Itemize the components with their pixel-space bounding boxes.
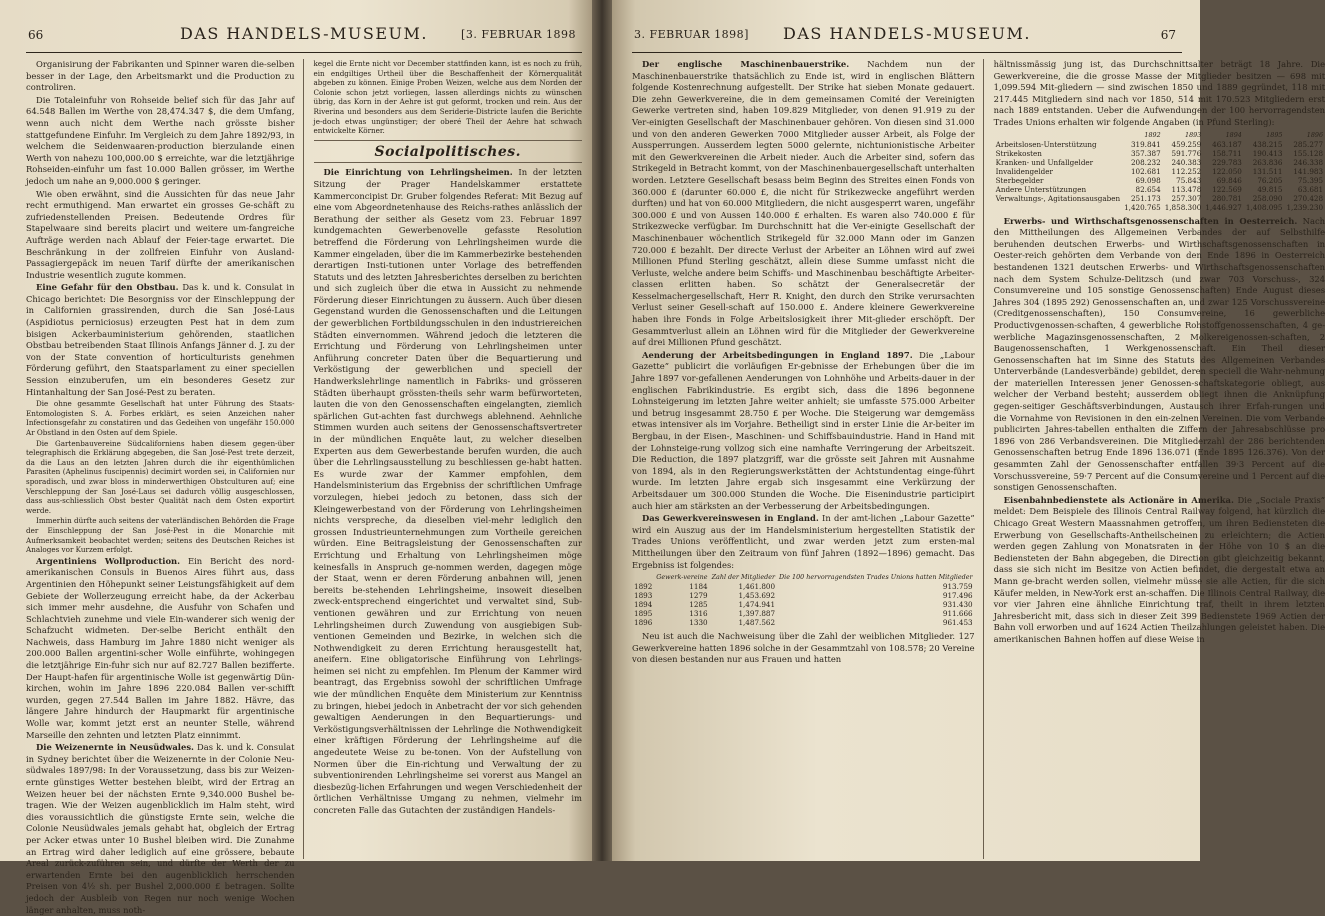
article-paragraph (632, 350, 975, 512)
article-heading: Argentiniens Wollproduction. (36, 555, 181, 566)
table-row (994, 149, 1325, 158)
table-cell: Arbeitslosen-Unterstützung (995, 139, 1097, 149)
table-cell: 69.098 (1135, 175, 1161, 185)
trades-union-table (632, 573, 975, 627)
table-cell (994, 203, 1122, 212)
article-paragraph (314, 167, 583, 816)
table-header-cell (994, 131, 1122, 140)
table-row (632, 600, 975, 609)
table-cell: 591.776 (1171, 148, 1202, 158)
article-text: Nach den Mittheilungen des Allgemeinen Verbandes der auf Selbsthilfe beruhenden deutschen Erwerbs- und Wirthschaftsgenossenschaften in Oester-reich gehörten dem Verbande von den Ende 1896 in Oesterreich bestandenen 1321 deutschen Erwerbs- und Wirthschaftsgenossenschaften nach dem System Schulze-Delitzsch (und zwar 703 Vorschuss-, 324 Consumvereine und 105 sonstige Genossenschaften) Ende August dieses Jahres 304 (1895 292) Genossenschaften an, und zwar 125 Vorschussvereine (Creditgenossenschaften), 150 Consumvereine, 16 gewerbliche Productivgenossen-schaften, 4 gewerbliche Rohstoffgenossenschaften, 4 ge-werbliche Magazinsgenossenschaften, 2 Molkereigenossen-schaften, 2 Baugenossenschaften, 1 Werkgenossenschaft. Ein Theil dieser Genossenschaften hat im Sinne des Statuts des Allgemeinen Verbandes Unterverbände (Landesverbände) gebildet, deren speciell die Wahr-nehmung der materiellen Interessen jener Genossen-schaftskategorie obliegt, aus welcher der Verband besteht; ausserdem obliegt ihnen die Anknüpfung gegen-seitiger Geschäftsverbindungen, Austausch ihrer Erfah-rungen und die Vornahme von Revisionen in den ein-zelnen Vereinen. Die vom Verbande publicirten Jahres-tabellen enthalten die Ziffern der Jahresabschlüsse pro 1896 von 286 Verbandsvereinen. Die Mitgliederzahl der 286 berichtenden Genossenschaften betrug Ende 1896 136.071 (Ende 1895 126.376). Von der gesammten Zahl der Genossenschafter entfallen 39·3 Percent auf die Vorschussvereine, 59·7 Percent auf die Consumvereine und 1 Percent auf die sonstigen Genossenschaften. (993, 215, 1325, 493)
article-heading: Die Weizenernte in Neusüdwales. (36, 742, 194, 753)
table-cell: Strikekosten (995, 148, 1042, 158)
table-cell: 913.759 (942, 582, 973, 592)
table-cell: 463.187 (1212, 139, 1242, 149)
table-header-cell: Die 100 hervorragendsten Trades Unions hatten Mitglieder (779, 573, 973, 582)
table-cell: Sterbegelder (995, 175, 1044, 185)
table-header-cell (632, 573, 654, 582)
table-cell: 141.983 (1293, 166, 1324, 176)
column-right (994, 59, 1325, 859)
table-cell: 1285 (689, 600, 708, 610)
table-header-cell: 1893 (1185, 130, 1202, 139)
table-header-row (632, 573, 975, 582)
table-cell: Kranken- und Unfallgelder (995, 157, 1094, 167)
table-cell: 931.430 (942, 600, 973, 610)
table-cell: 280.781 (1212, 193, 1242, 203)
table-cell: 1895 (634, 609, 653, 619)
article-heading: Erwerbs- und Wirthschaftsgenossenschaften in Oesterreich. (1003, 215, 1298, 226)
table-row (994, 185, 1325, 194)
article-heading: Das Gewerkvereinswesen in England. (642, 513, 819, 524)
table-header-cell: 1894 (1225, 130, 1242, 139)
table-cell: 1,474.941 (738, 600, 776, 610)
table-cell: 1279 (689, 591, 708, 601)
columns (632, 59, 1325, 859)
table-header-cell: 1895 (1266, 130, 1283, 139)
table-cell: 1892 (634, 582, 653, 592)
table-cell: Verwaltungs-, Agitationsausgaben (995, 193, 1121, 203)
table-cell: 1,446.927 (1205, 202, 1242, 212)
article-paragraph: Immerhin dürfte auch seitens der vaterländischen Behörden die Frage der Einschleppung der San José-Pest in die Monarchie mit Aufmerksamkeit beobachtet werden; seitens des Deutschen Reiches ist Analoges vor Kurzem erfolgt. (26, 516, 295, 555)
article-body (994, 216, 1325, 646)
article-body (632, 59, 975, 571)
article-heading: Eisenbahnbedienstete als Actionäre in Amerika. (1003, 494, 1234, 505)
table-cell: Andere Unterstützungen (995, 184, 1087, 194)
journal-title: DAS HANDELS-MUSEUM. (783, 24, 1031, 43)
table-cell: 438.215 (1252, 139, 1283, 149)
table-cell: 122.569 (1212, 184, 1242, 194)
article-heading: Aenderung der Arbeitsbedingungen in England 1897. (642, 349, 913, 360)
table-row (632, 609, 975, 618)
article-paragraph: Organisirung der Fabrikanten und Spinner waren die-selben besser in der Lage, den Arbeitsmarkt und die Production zu controliren. (26, 59, 295, 93)
table-cell: 69.846 (1216, 175, 1242, 185)
table-cell: 240.383 (1171, 157, 1202, 167)
continued-paragraph: kegel die Ernte nicht vor December stattfinden kann, ist es noch zu früh, ein endgiltiges Urtheil über die Beschaffenheit der Körnerqualität abgeben zu können. Einige Proben Weizen, welche aus dem Norden der Colonie schon jetzt vorliegen, lassen allerdings nichts zu wünschen übrig, das Korn in der Aehre ist gut geformt, trocken und rein. Aus der Riverina und besonders aus dem Seriderie-Districte laufen die Berichte je-doch etwas ungünstiger; der oberé Theil der Aehre hat schwach entwickelte Körner. (313, 59, 582, 136)
table-row (994, 194, 1325, 203)
article-text: Ein Bericht des nord-amerikanischen Consuls in Buenos Aires führt aus, dass Argentinien den Höhepunkt seiner Leistungsfähigkeit auf dem Gebiete der Wollerzeugung erreicht habe, da der Ackerbau sich immer mehr ausdehne, die Ausfuhr von Schafen und Schlachtvieh zunehme und viele Ein-wanderer sich wenig der Schafzucht widmeten. Der-selbe Bericht enthält den Nachweis, dass Hamburg im Jahre 1880 nicht weniger als 200.000 Ballen argentini-scher Wolle einführte, wohingegen die letztjährige Ein-fuhr sich nur auf 82.727 Ballen bezifferte. Der Haupt-hafen für argentinische Wolle ist gegenwärtig Dün-kirchen, wohin im Jahre 1896 220.084 Ballen ver-schifft wurden, gegen 27.544 Ballen im Jahre 1882. Hävre, das längere Jahre hindurch der Haupmarkt für argentinische Wolle war, kommt jetzt erst an neunter Stelle, während Marseille den zehnten und letzten Platz einnimmt. (26, 555, 295, 740)
article-text: Nachdem nun der Maschinenbauerstrike thatsächlich zu Ende ist, wird in englischen Blättern folgende Kostenrechnung aufgestellt. Der Strike hat sieben Monate gedauert. Die zehn Gewerkvereine, die in dem gemeinsamen Comité der Vereinigten Gewerke vertreten sind, haben 109.829 Mitglieder, von denen 91.919 zu der Ver-einigten Gesellschaft der Maschinenbauer gehören. Von diesen sind 31.000 und von den anderen Gewerken 7000 Mitglieder ausser Arbeit, als Folge der Aussperrungen. Ausserdem legten 5000 gelernte, nichtunionistische Arbeiter mit den Gewerkvereinen die Arbeit nieder. Auch die Arbeiter sind, sofern das Strikegeld in Betracht kommt, von der Maschinenbauergesellschaft unterhalten worden. Letztere Gesellschaft besass beim Beginn des Streites einen Fonds von 360.000 £ (darunter 60.000 £, die nicht für Strikezwecke angeführt werden durften) und hat von 60.000 Mitgliedern, die nicht ausgesperrt waren, ungefähr 300.000 £ und von Aussen 140.000 £ erhalten. Es waren also 740.000 £ für Strikezwecke verfügbar. Im Durchschnitt hat die Ver-einigte Gesellschaft der Maschinenbauer wöchentlich Strikegeld für 32.000 Mann oder im Ganzen 720.000 £ bezahlt. Der directe Verlust der Arbeiter an Löhnen wird auf zwei Millionen Pfund Sterling geschätzt, allein diese Summe umfasst nicht die Verluste, welche andere beim Schiffs- und Maschinenbau beschäftigte Arbeiter-classen erlitten haben. So schätzt der Generalsecretär der Kesselmachergesellschaft, Herr R. Knight, den durch den Strike verursachten Verlust seiner Gesell-schaft auf 150.000 £. Andere kleinere Gewerkvereine haben ihre Fonds in Folge Arbeitslosigkeit ihrer Mit-glieder erschöpft. Der Gesammtverlust allein an Löhnen wird für die Mitglieder der Gewerkvereine auf drei Millionen Pfund geschätzt. (632, 59, 975, 348)
table-cell: 263.836 (1252, 157, 1283, 167)
table-cell: 1893 (634, 591, 653, 601)
table-cell: 113.478 (1171, 184, 1202, 194)
table-cell: 1,239.230 (1286, 202, 1324, 212)
article-text: Die „Labour Gazette” publicirt die vorläufigen Er-gebnisse der Erhebungen über die im Jahre 1897 vor-gefallenen Aenderungen von Lohnhöhe und Arbeits-dauer in der englischen Fabrikindustrie. Es ergibt sich, dass die 1896 begonnene Lohnsteigerung im letzten Jahre weiter anhielt; sie umfasste 575.000 Arbeiter und betrug insgesammt 28.750 £ per Woche. Die Steigerung war demgemäss etwas intensiver als im Vorjahre. Betheiligt sind in erster Linie die Ar-beiter im Bergbau, in der Eisen-, Maschinen- und Schiffsbauindustrie. Hand in Hand mit der Lohnsteige-rung vollzog sich eine namhafte Verringerung der Arbeitszeit. Die Reduction, die 1897 platzgriff, war die grösste seit Jahren mit Ausnahme von 1894, als in den Regierungswerkstätten der Achtstundentag einge-führt wurde. Im letzten Jahre ergab sich insgesammt eine Verkürzung der Arbeitsdauer um 300.000 Stunden die Woche. Die Eisenindustrie participirt auch hier am stärksten an der Verbesserung der Arbeitsbedingungen. (632, 349, 975, 511)
table-cell: 1,397.887 (738, 609, 776, 619)
article-paragraph (26, 282, 295, 398)
continued-paragraph: hältnissmässig jung ist, das Durchschnittsalter beträgt 18 Jahre. Die Gewerkvereine, die die grosse Masse der Mitglieder besitzen — 698 mit 1,099.594 Mit-gliedern — sind zwischen 1850 und 1889 gegründet, 118 mit 217.445 Mitgliedern sind nach vor 1850, 514 mit 170.523 Mitgliedern erst nach 1889 entstanden. Ueber die Aufwendungen der 100 hervorragendsten Trades Unions erhalten wir folgende Angaben (in Pfund Sterling): (993, 59, 1325, 127)
table-cell: 1330 (689, 618, 708, 628)
article-paragraph (26, 742, 295, 916)
divider (314, 140, 583, 141)
table-cell: 122.050 (1212, 166, 1242, 176)
article-text: In der amt-lichen „Labour Gazette” wird ein Auszug aus der im Handelsministerium hergestellten Statistik der Trades Unions veröffentlicht, und zwar werden jetzt zum ersten-mal Mittheilungen über den Zeitraum von fünf Jahren (1892—1896) gemacht. Das Ergebniss ist folgendes: (632, 513, 975, 570)
article-heading: Der englische Maschinenbauerstrike. (642, 59, 850, 69)
table-cell: 1,858.300 (1164, 202, 1202, 212)
article-text: Das k. und k. Consulat in Sydney berichtet über die Weizenernte in der Colonie Neu-südwales 1897/98: In der Voraussetzung, dass bis zur Weizen-ernte günstiges Wetter bestehen bleibt, wird der Ertrag an Weizen heuer bei der nächsten Ernte 9,340.000 Bushel be-tragen. Wie der Weizen augenblicklich im Halm steht, wird dies voraussichtlich die günstigste Ernte sein, welche die Colonie Neusüdwales jemals gehabt hat, obgleich der Ertrag per Acker etwas unter 10 Bushel bleiben wird. Die Zunahme an Ertrag wird daher lediglich auf eine grössere, bebaute Areal zurück-zuführen sein, und dürfte der Werth der zu erwartenden Ernte bei den augenblicklich herrschenden Preisen von 4½ sh. per Bushel 2,000.000 £ betragen. Sollte jedoch der Ausbleib von Regen nur noch wenige Wochen länger anhalten, muss noth- (26, 742, 295, 915)
table-row (994, 158, 1325, 167)
table-cell: 131.511 (1252, 166, 1283, 176)
table-header-cell: Zahl der Mitglieder (711, 573, 776, 582)
table-cell: 357.387 (1130, 148, 1161, 158)
table-cell: 75.395 (1297, 175, 1324, 185)
table-cell: 258.090 (1252, 193, 1283, 203)
table-header-cell: 1892 (1144, 130, 1161, 139)
book-gutter (592, 0, 612, 861)
table-cell: 155.128 (1293, 148, 1324, 158)
table-cell: 190.413 (1252, 148, 1283, 158)
table-cell: 285.277 (1293, 139, 1324, 149)
table-cell: 1894 (634, 600, 653, 610)
table-cell: 257.307 (1171, 193, 1202, 203)
article-body (314, 167, 583, 816)
article-paragraph (632, 59, 975, 349)
page-number: 66 (28, 28, 44, 42)
table-cell: 319.841 (1130, 139, 1161, 149)
article-paragraph: Die Totaleinfuhr von Rohseide belief sich für das Jahr auf 64.548 Ballen im Werthe von 28,474.347 $, die dem Umfang, wenn auch nicht dem Werthe nach grösste bisher stattgefundene Einfuhr. Im Vergleich zu dem Jahre 1892/93, in welchem die Seidenwaaren-production bierzulande einen Werth von nahezu 100,000.00 $ erreichte, war die letztjährige Rohseiden-einfuhr um fast 10.000 Ballen grösser, im Werthe jedoch um nahe an 9,000.000 $ geringer. (26, 94, 295, 186)
table-row (994, 167, 1325, 176)
table-row (632, 591, 975, 600)
union-expense-table (994, 131, 1325, 212)
table-cell: 251.173 (1130, 193, 1161, 203)
table-cell: 208.232 (1130, 157, 1161, 167)
issue-date: [3. FEBRUAR 1898 (461, 28, 576, 41)
page-header (26, 22, 582, 53)
table-row (994, 140, 1325, 149)
table-cell: 82.654 (1135, 184, 1161, 194)
article-text: Die „Sociale Praxis” meldet: Dem Beispiele des Illinois Central Railway folgend, hat kürzlich die Chicago Great Western Maassnahmen getroffen, um ihren Bediensteten die Erwerbung von Gesellschafts-Antheilscheinen zu erleichtern; die Actien werden gegen Zahlung von Monatsraten in der Höhe von 10 $ an die Bediensteten der Bahn abgegeben, die Direction gibt gleichzeitig bekannt, dass sie sich nicht im Besitze von Actien befindet, die dergestalt etwa an Mann ge-bracht werden sollen, vielmehr müsse sie alle Actien, für die sich Käufer melden, in New-York erst an-schaffen. Die Illinois Central Railway, die vor vier Jahren eine ähnliche Einrichtung traf, theilt in ihrem letzten Jahresbericht mit, dass sich in dieser Zeit 399 Bedienstete 1969 Actien der Bahn voll erworben und auf 1624 Actien Theilzahlungen geleistet haben. Die amerikanischen Bahnen hoffen auf diese Weise in (993, 494, 1325, 644)
article-paragraph (632, 513, 975, 571)
article-heading: Die Einrichtung von Lehrlingsheimen. (323, 167, 513, 178)
table-header-cell: Gewerk-vereine (656, 573, 708, 582)
issue-date: 3. FEBRUAR 1898] (634, 28, 749, 41)
table-row (994, 203, 1325, 212)
table-cell: 961.453 (942, 618, 973, 628)
table-cell: 246.338 (1293, 157, 1324, 167)
table-cell: 102.681 (1130, 166, 1161, 176)
table-cell: 459.259 (1171, 139, 1202, 149)
article-paragraph: Neu ist auch die Nachweisung über die Zahl der weiblichen Mitglieder. 127 Gewerkvereine hatten 1896 solche in der Gesammtzahl von 108.578; 20 Vereine von diesen bestanden nur aus Frauen und hatten (632, 631, 975, 665)
table-cell: 1,487.562 (738, 618, 776, 628)
article-paragraph (26, 556, 295, 742)
table-cell: 158.711 (1212, 148, 1242, 158)
section-title: Socialpolitisches. (374, 143, 521, 160)
table-header-row (994, 131, 1325, 140)
table-cell: 1,420.765 (1124, 202, 1161, 212)
page-header (632, 22, 1182, 53)
table-cell: Invalidengelder (995, 166, 1053, 176)
table-cell: 1,461.800 (738, 582, 776, 592)
column-left (632, 59, 984, 859)
table-cell: 1896 (634, 618, 653, 628)
column-right (314, 59, 583, 859)
article-paragraph: Die Gartenbauvereine Südcaliforniens haben diesem gegen-über telegraphisch die Erklärung abgegeben, die San José-Pest trete derzeit, da die Laus an den letzten Jahren durch die ihr eigenthümlichen Parasiten (Aphelinus fuscipennis) decimirt worden sei, in Californien nur sporadisch, und zwar bloss in minderwerthigen Obstculturen auf; eine Verschleppung der San José-Laus sei dadurch völlig ausgeschlossen, dass aus-schliesslich Obst bester Qualität nach dem Osten exportirt werde. (26, 438, 295, 515)
journal-title: DAS HANDELS-MUSEUM. (180, 24, 428, 43)
divider (314, 162, 583, 163)
table-cell: 75.843 (1176, 175, 1202, 185)
columns (26, 59, 583, 915)
table-cell: 49.815 (1257, 184, 1283, 194)
table-cell: 229.783 (1212, 157, 1242, 167)
article-paragraph (994, 495, 1325, 646)
article-paragraph: Die ohne gesammte Gesellschaft hat unter Führung des Staats-Entomologisten S. A. Forbes erklärt, es seien Anzeichen naher Infectionsgefahr zu constatiren und das Gedeihen von ungefähr 150.000 Ar Obstland in den Osten auf dem Spiele. (26, 399, 295, 437)
page-number: 67 (1160, 28, 1176, 42)
article-heading: Eine Gefahr für den Obstbau. (36, 282, 179, 293)
table-row (632, 582, 975, 591)
article-text: In der letzten Sitzung der Prager Handelskammer erstattete Kammerconcipist Dr. Gruber folgendes Referat: Mit Bezug auf eine vom Abgeordnetenhause des Reichs-rathes anlässlich der Berathung der seither als Gesetz vom 23. Februar 1897 kundgemachten Gewerbenovelle gefasste Resolution betreffend die Förderung von Lehrlingsheimen wurde die Kammer eingeladen, über die im Kammerbezirke bestehenden derartigen Insti-tutionen unter Vorlage des betreffenden Statuts und des letzten Jahresberichtes derselben zu berichten und sich zugleich über die etwa in Aussicht zu nehmende Förderung dieser Einrichtungen zu äussern. Auch über diesen Gegenstand wurden die Genossenschaften und die Leitungen der gewerblichen Fortbildungsschulen in den industriereichen Städten einvernommen. Während jedoch die letzteren die Errichtung und Förderung von Lehrlingsheimen unter Anführung concreter Daten über die Bequartierung und Verköstigung der gewerblichen und speciell der Handwerkslehrlinge namentlich in Fabriks- und grösseren Städten überhaupt grössten-theils sehr warm befürworteten, lauten die von den Genossenschaften eingelangten, ziemlich spärlichen Gut-achten fast durchwegs ablehnend. Aehnliche Stimmen wurden auch seitens der Genossenschaftsvertreter in der mündlichen Enquête laut, zu welcher dieselben Experten aus dem Gewerbestande berufen wurden, die auch über die Lehrlingsausstellung zu beschliessen ge-habt hatten. Es wurde zwar der Kammer empfohlen, dem Handelsministerium das Ergebniss der schriftlichen Umfrage vorzulegen, hiebei jedoch zu betonen, dass sich der Kleingewerbestand von der Förderung von Lehrlingsheimen nichts verspreche, da dieselben viel-mehr lediglich den grossen Industrieunternehmungen zum Vortheile gereichen würden. Eine Beitragsleistung der Genossenschaften zur Errichtung und Erhaltung von Lehrlingsheimen möge keinesfalls in Anspruch ge-nommen werden, dagegen möge der Staat, wenn er deren Förderung anbahnen will, jenen bereits be-stehenden Lehrlingsheime, insoweit dieselben zweck-entsprechend eingerichtet und verwaltet sind, Sub-ventionen gewähren und zur Errichtung von neuen Lehrlingsheimen durch Zuwendung von ausgiebigen Sub-ventionen Gemeinden und Bezirke, in welchen sich die Nothwendigkeit zu deren Errichtung herausgestellt hat, aneifern. Eine obligatorische Einführung von Lehrlings-heimen sei nicht zu empfehlen. Im Plenum der Kammer wird beantragt, das Ergebniss sowohl der schriftlichen Umfrage wie der mündlichen Enquête dem Ministerium zur Kenntniss zu bringen, hiebei jedoch in Anbetracht der vor sich gehenden gewaltigen Aenderungen in den Bequartierungs- und Verköstigungsverhältnissen der Lehrlinge die Nothwendigkeit einer kräftigen Förderung der Lehrlingsheime auf die angedeutete Weise zu be-tonen. Von der Aufstellung von Normen über die Ein-richtung und Verwaltung der zu subventionirenden Lehrlingsheime sei vorerst aus Mangel an diesbezüg-lichen Erfahrungen und wegen Verschiedenheit der örtlichen Verhältnisse Umgang zu nehmen, vielmehr im concreten Falle das Gutachten der zuständigen Handels- (313, 167, 583, 815)
column-left (26, 59, 304, 915)
table-cell: 1316 (689, 609, 708, 619)
table-header-cell: 1896 (1306, 130, 1324, 139)
table-row (994, 176, 1325, 185)
table-cell: 917.496 (942, 591, 973, 601)
table-cell: 911.666 (942, 609, 973, 619)
left-page (0, 0, 592, 915)
table-cell: 1184 (689, 582, 708, 592)
table-row (632, 618, 975, 627)
right-page (612, 0, 1325, 861)
table-cell: 1,408.095 (1245, 202, 1283, 212)
article-text: Das k. und k. Consulat in Chicago berichtet: Die Besorgniss vor der Einschleppung der in Californien grassirenden, durch die San José-Laus (Aspidiotus perniciosus) erzeugten Pest hat in dem zum bisigen Ackerbauministerium gehörenden, staatlichen Obstbau betreibenden Staat Illinois Anfangs Jänner d. J. zu der von der State convention of horticulturists genehmen Förderung geführt, den Staatsparlament zu einer speciellen Session einzuberufen, um ein besonderes Gesetz zur Hintanhaltung der San José-Pest zu beraten. (26, 282, 295, 397)
article-paragraph (994, 216, 1325, 494)
table-cell: 76.205 (1257, 175, 1283, 185)
table-cell: 270.428 (1293, 193, 1324, 203)
table-cell: 63.681 (1297, 184, 1324, 194)
article-paragraph: Wie oben erwähnt, sind die Aussichten für das neue Jahr recht ermuthigend. Man erwartet ein grosses Ge-schäft zu zufriedenstellenden Preisen. Bedeutende Ordres für Stapelwaare sind bereits placirt und weitere um-fangreiche Aufträge werden nach Ablauf der Feier-tage erwartet. Die Beschränkung in der zollfreien Einfuhr von Ausland-Passagiergepäck im neuen Tarif dürfte der amerikanischen Industrie wesentlich zugute kommen. (26, 188, 295, 280)
table-cell: 1,453.692 (738, 591, 776, 601)
table-cell: 112.252 (1171, 166, 1202, 176)
